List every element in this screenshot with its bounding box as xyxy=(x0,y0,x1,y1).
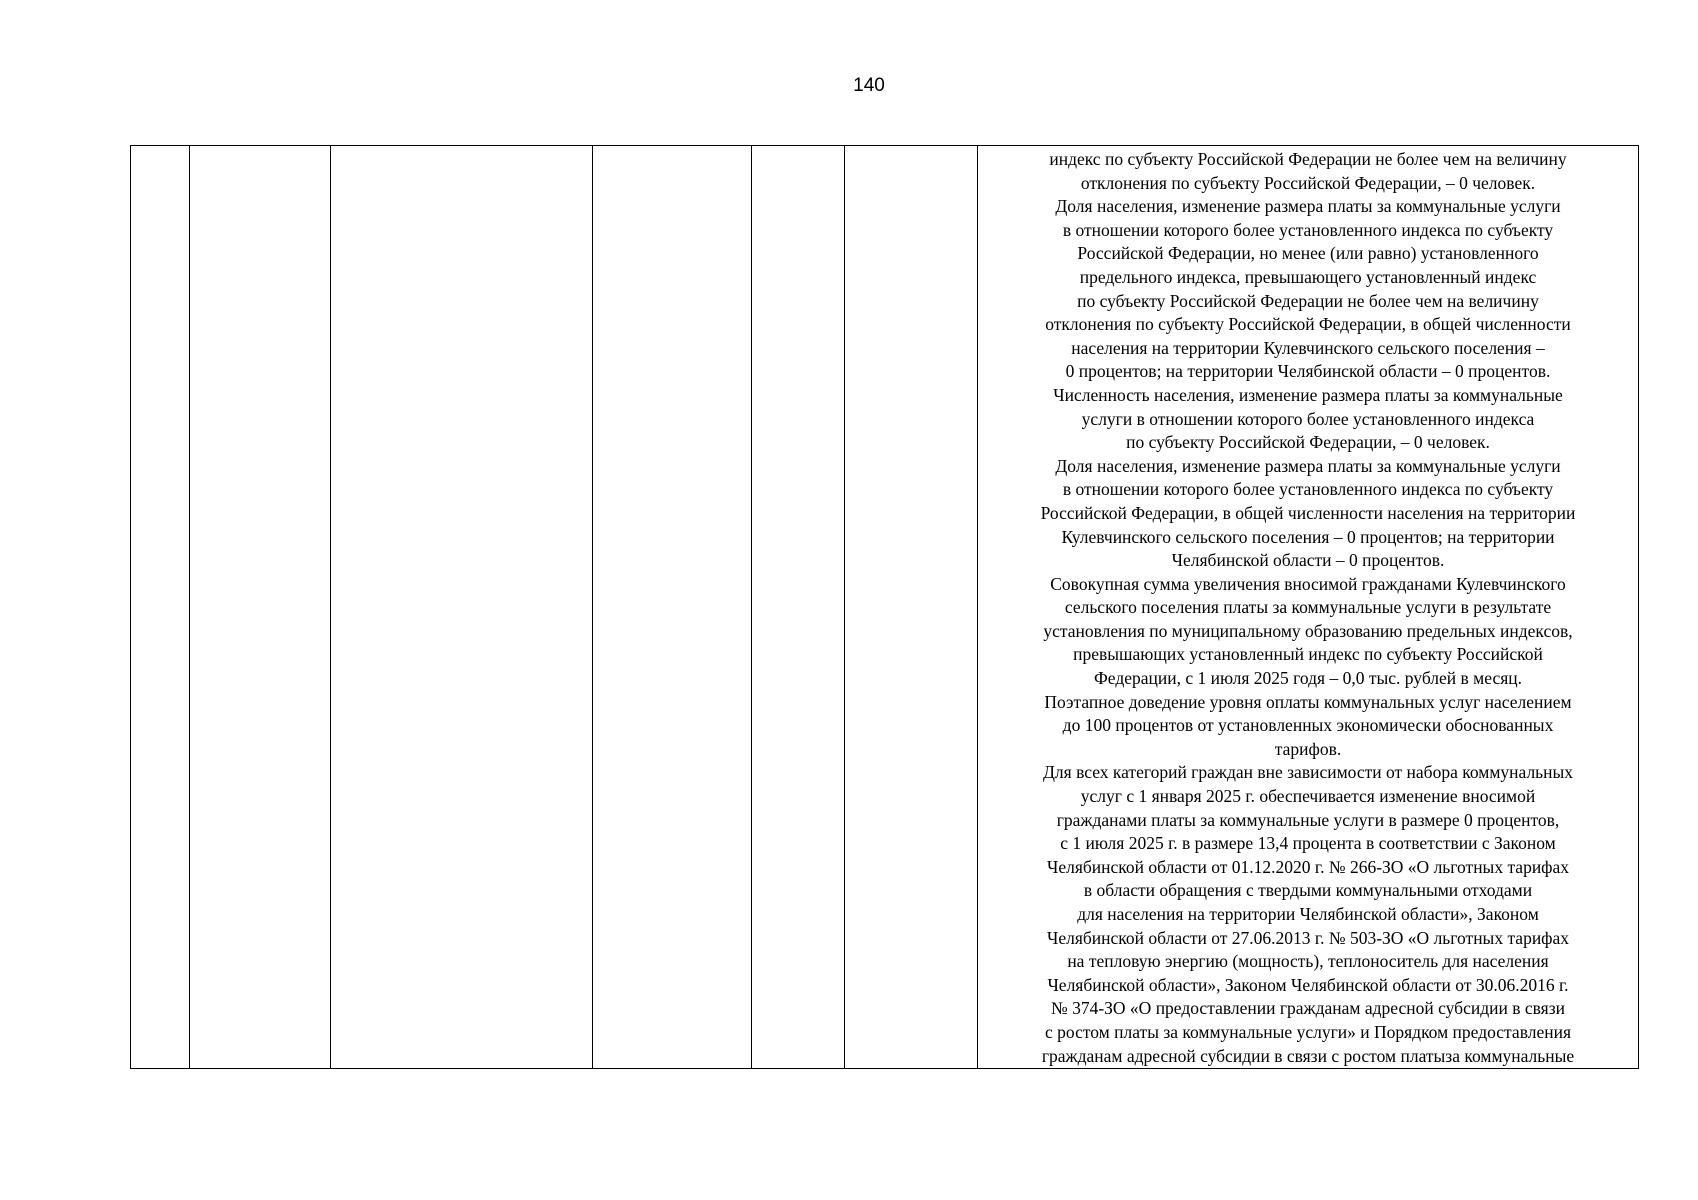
text-line: Доля населения, изменение размера платы за коммунальные услуги xyxy=(1055,455,1561,476)
table-cell-column-3 xyxy=(331,146,593,1069)
text-line: Для всех категорий граждан вне зависимости от набора коммунальных xyxy=(1042,762,1574,783)
table-row xyxy=(131,146,1639,1069)
table-cell-description xyxy=(978,146,1639,1069)
text-line: Федерации, с 1 июля 2025 годя – 0,0 тыс. рублей в месяц. xyxy=(1093,668,1523,689)
text-line: превышающих установленный индекс по субъекту Российской xyxy=(1073,644,1543,665)
text-line: Численность населения, изменение размера платы за коммунальные xyxy=(1053,384,1563,405)
table-cell-column-4 xyxy=(593,146,752,1069)
text-line: отклонения по субъекту Российской Федерации, в общей численности xyxy=(1045,314,1571,335)
text-line: населения на территории Кулевчинского сельского поселения – xyxy=(1071,337,1545,358)
text-line: в области обращения с твердыми коммунальными отходами xyxy=(1083,880,1533,901)
text-line: тарифов. xyxy=(1274,738,1342,759)
text-line: услуг с 1 января 2025 г. обеспечивается изменение вносимой xyxy=(1080,786,1536,807)
text-line: Кулевчинского сельского поселения – 0 процентов; на территории xyxy=(1061,526,1555,547)
text-line: Поэтапное доведение уровня оплаты коммунальных услуг населением xyxy=(1044,691,1572,712)
text-line: 0 процентов; на территории Челябинской области – 0 процентов. xyxy=(1065,361,1551,382)
text-line: для населения на территории Челябинской области», Законом xyxy=(1077,904,1539,924)
text-line: Челябинской области от 27.06.2013 г. № 503-ЗО «О льготных тарифах xyxy=(1046,927,1570,948)
text-line: по субъекту Российской Федерации, – 0 человек. xyxy=(1126,432,1490,453)
text-line: Челябинской области», Законом Челябинской области от 30.06.2016 г. xyxy=(1047,974,1569,995)
table-cell-column-6 xyxy=(845,146,978,1069)
table-cell-number xyxy=(131,146,190,1069)
description-text xyxy=(978,146,1638,1068)
text-line: Челябинской области от 01.12.2020 г. № 266-ЗО «О льготных тарифах xyxy=(1046,856,1570,877)
text-line: Челябинской области – 0 процентов. xyxy=(1171,550,1445,571)
text-line: Российской Федерации, в общей численности населения на территории xyxy=(1040,502,1576,523)
text-line: предельного индекса, превышающего установленный индекс xyxy=(1079,266,1537,287)
text-line: до 100 процентов от установленных экономически обоснованных xyxy=(1062,715,1554,736)
table-cell-column-2 xyxy=(190,146,331,1069)
text-line: с ростом платы за коммунальные услуги» и Порядком предоставления xyxy=(1045,1021,1571,1042)
text-line: в отношении которого более установленного индекса по субъекту xyxy=(1062,479,1554,500)
text-line: гражданами платы за коммунальные услуги в размере 0 процентов, xyxy=(1056,809,1560,830)
text-line: Российской Федерации, но менее (или равно) установленного xyxy=(1077,243,1539,264)
text-line: установления по муниципальному образованию предельных индексов, xyxy=(1043,620,1573,641)
text-line: сельского поселения платы за коммунальные услуги в результате xyxy=(1064,597,1552,618)
text-line: № 374-ЗО «О предоставлении гражданам адресной субсидии в связи xyxy=(1051,998,1565,1019)
text-line: индекс по субъекту Российской Федерации не более чем на величину xyxy=(1049,149,1567,169)
text-line: Совокупная сумма увеличения вносимой гражданами Кулевчинского xyxy=(1050,573,1566,594)
page-number: 140 xyxy=(853,75,885,96)
text-line: гражданам адресной субсидии в связи с ростом платыза коммунальные xyxy=(1041,1045,1575,1066)
document-table xyxy=(130,145,1639,1069)
text-line: с 1 июля 2025 г. в размере 13,4 процента в соответствии с Законом xyxy=(1060,833,1556,854)
text-line: услуги в отношении которого более установленного индекса xyxy=(1081,408,1535,429)
table-cell-column-5 xyxy=(752,146,845,1069)
text-line: на тепловую энергию (мощность), теплоноситель для населения xyxy=(1067,951,1549,972)
text-line: в отношении которого более установленного индекса по субъекту xyxy=(1062,219,1554,240)
text-line: по субъекту Российской Федерации не более чем на величину xyxy=(1077,290,1539,311)
text-line: отклонения по субъекту Российской Федерации, – 0 человек. xyxy=(1080,172,1536,193)
text-line: Доля населения, изменение размера платы за коммунальные услуги xyxy=(1055,196,1561,217)
